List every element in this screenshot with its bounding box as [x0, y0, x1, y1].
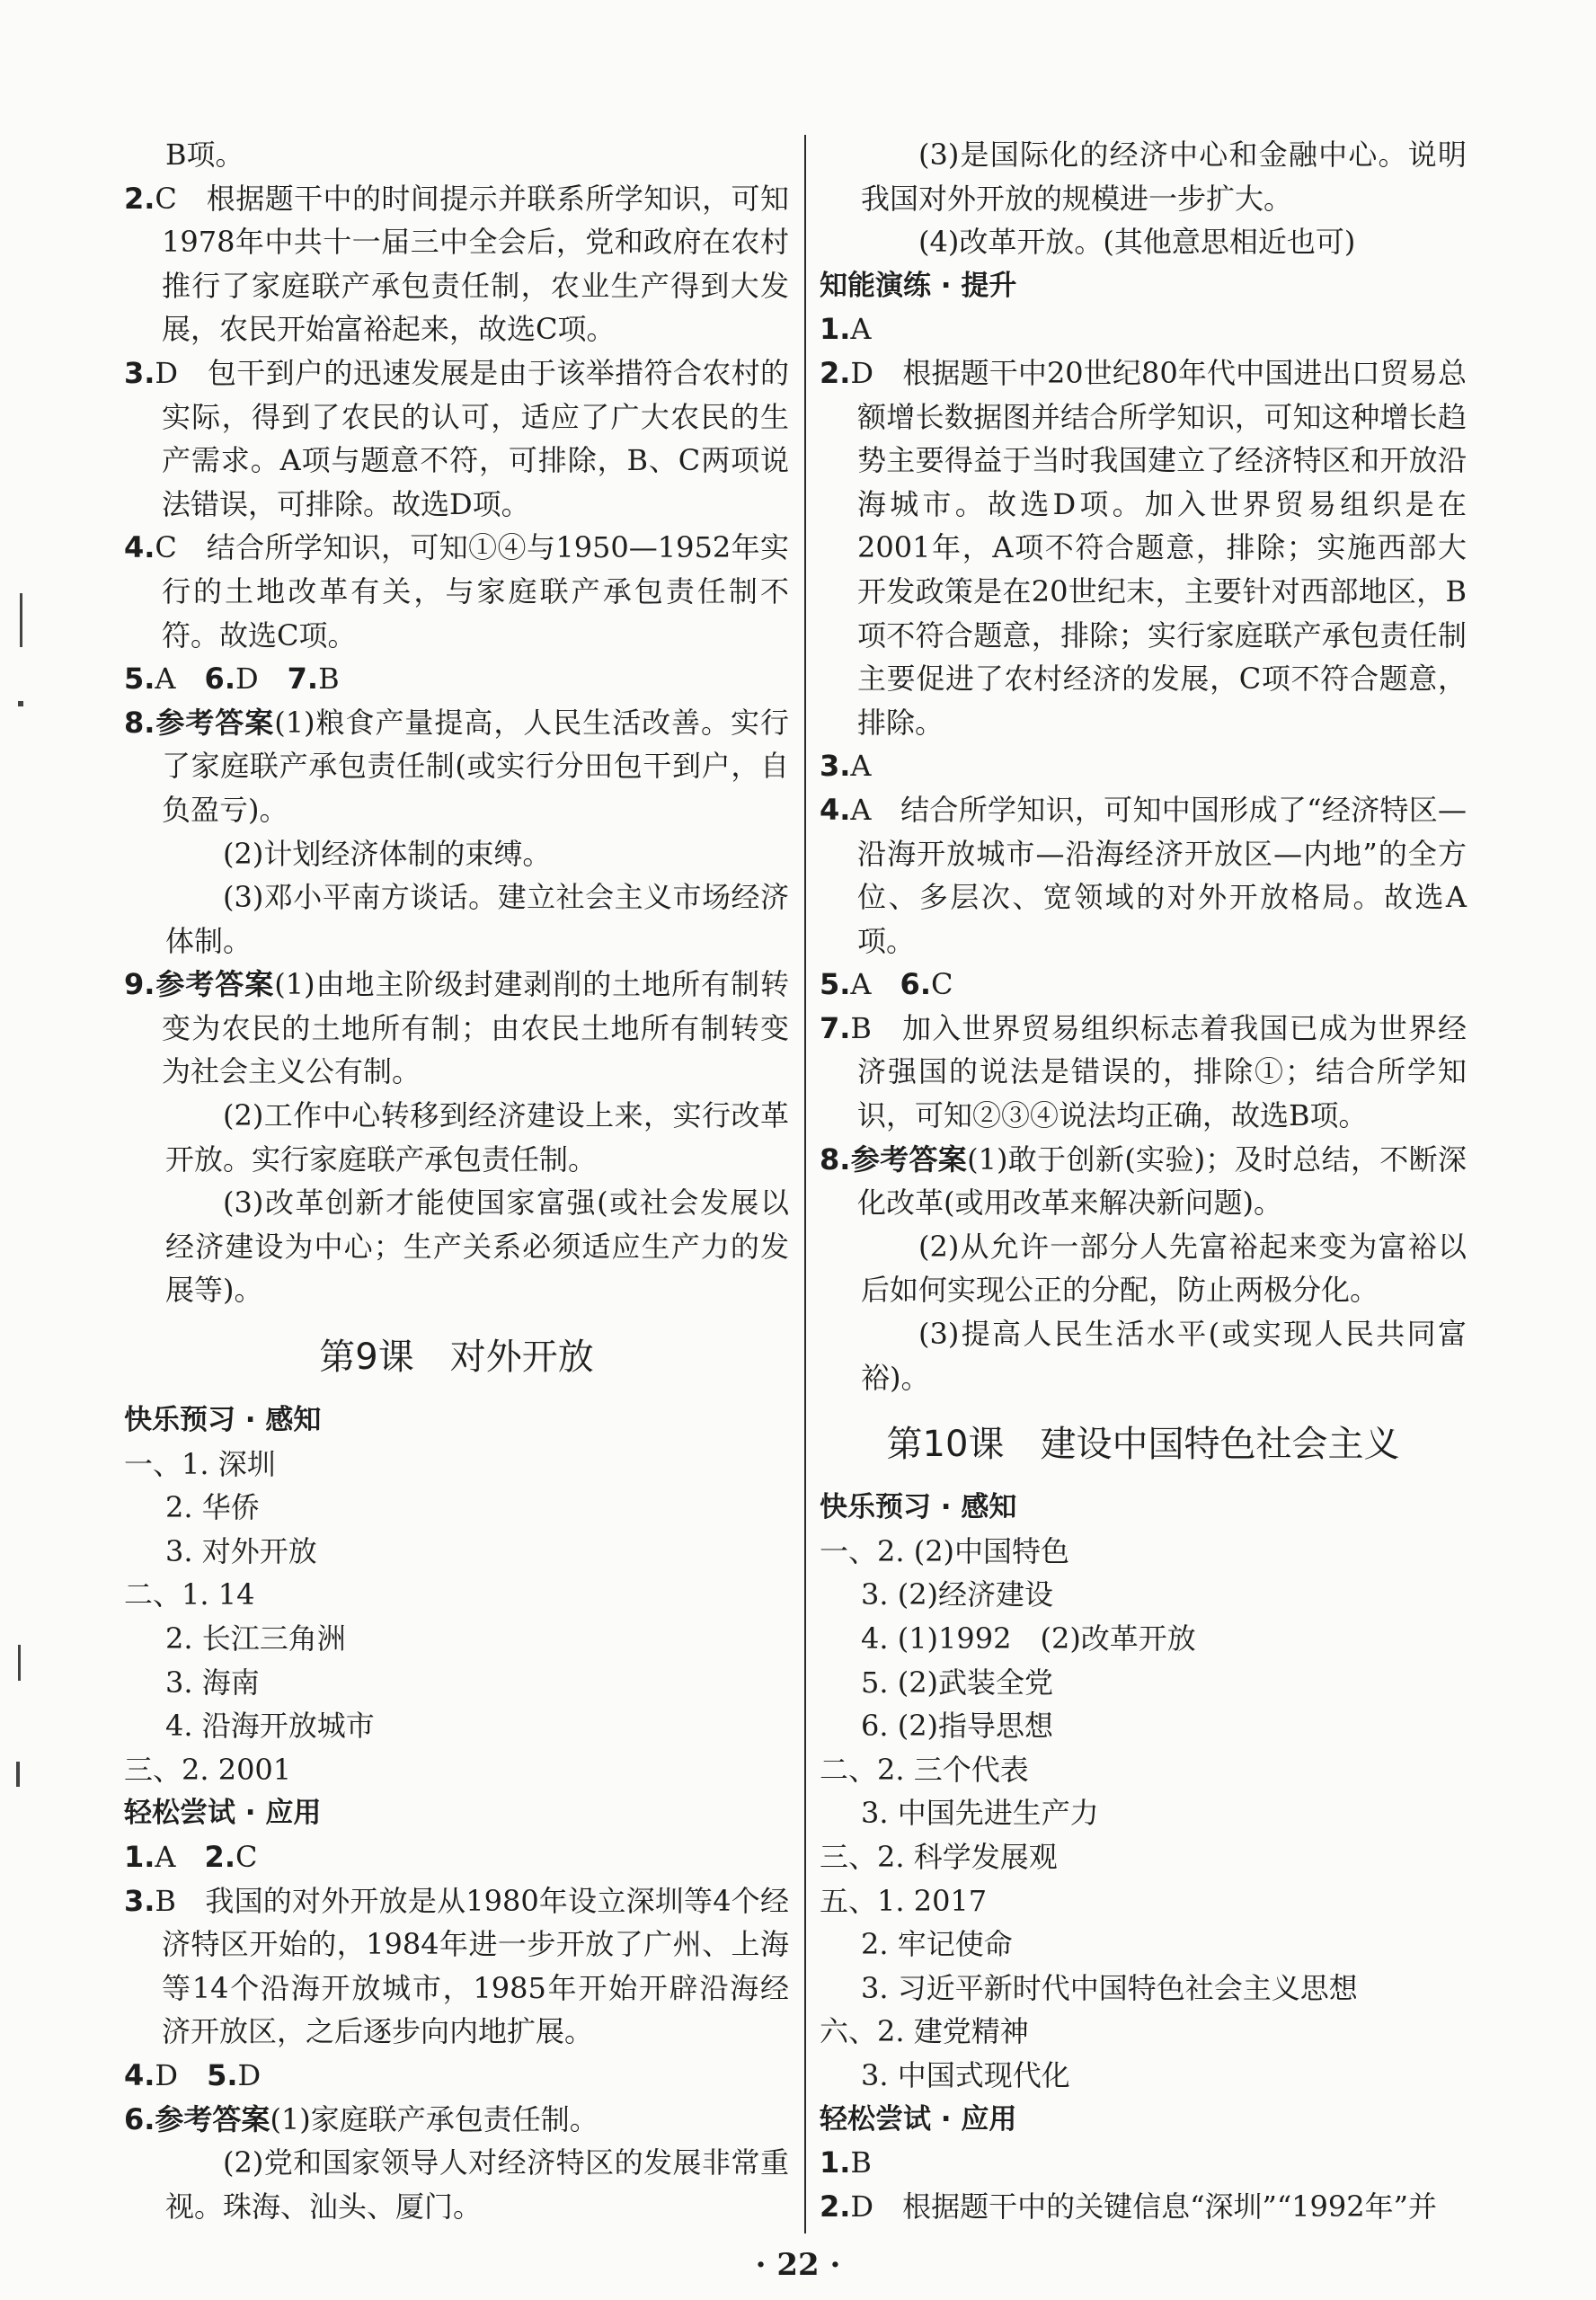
- answer-item: 3.D 包干到户的迅速发展是由于该举措符合农村的实际，得到了农民的认可，适应了广大农民的生产需求。A项与题意不符，可排除，B、C两项说法错误，可排除。故选D项。: [124, 355, 789, 521]
- answer-item: 3.B 我国的对外开放是从1980年设立深圳等4个经济特区开始的，1984年进一步开放了广州、上海等14个沿海开放城市，1985年开始开辟沿海经济开放区，之后逐步向内地扩展。: [124, 1883, 789, 2049]
- list-item: 3. (2)经济建设: [861, 1577, 1054, 1612]
- list-item: 三、2. 2001: [124, 1752, 292, 1787]
- scan-mark: [18, 1645, 21, 1681]
- answer-subpart: (2)党和国家领导人对经济特区的发展非常重视。珠海、汕头、厦门。: [165, 2145, 789, 2224]
- answer-continuation: B项。: [165, 138, 244, 172]
- list-item: 一、1. 深圳: [124, 1446, 276, 1481]
- left-column: [124, 133, 789, 2228]
- scan-mark: [16, 1762, 20, 1787]
- answer-item: 7.B 加入世界贸易组织标志着我国已成为世界经济强国的说法是错误的，排除①；结合所学知识，可知②③④说法均正确，故选B项。: [820, 1010, 1467, 1133]
- scan-mark: [20, 593, 22, 647]
- list-item: 3. 中国先进生产力: [861, 1796, 1099, 1831]
- list-item: 二、2. 三个代表: [820, 1752, 1029, 1787]
- section-heading: 轻松尝试 · 应用: [124, 1797, 322, 1830]
- list-item: 五、1. 2017: [820, 1883, 988, 1918]
- section-heading: 知能演练 · 提升: [820, 269, 1017, 302]
- list-item: 二、1. 14: [124, 1577, 255, 1612]
- answer-item: 1.B: [820, 2145, 872, 2180]
- list-item: 六、2. 建党精神: [820, 2014, 1029, 2049]
- list-item: 3. 习近平新时代中国特色社会主义思想: [861, 1970, 1358, 2005]
- list-item: 5. (2)武装全党: [861, 1665, 1054, 1700]
- section-heading: 轻松尝试 · 应用: [820, 2102, 1017, 2136]
- answer-subpart: (3)邓小平南方谈话。建立社会主义市场经济体制。: [165, 880, 789, 958]
- answer-item: 8.参考答案(1)粮食产量提高，人民生活改善。实行了家庭联产承包责任制(或实行分田包干到户，自负盈亏)。: [124, 705, 789, 827]
- list-item: 3. 海南: [165, 1665, 260, 1700]
- page-number: · 22 ·: [755, 2247, 841, 2283]
- answer-subpart: (3)提高人民生活水平(或实现人民共同富裕)。: [861, 1317, 1467, 1395]
- answer-subpart: (2)从允许一部分人先富裕起来变为富裕以后如何实现公正的分配，防止两极分化。: [861, 1229, 1467, 1308]
- right-column: [820, 133, 1467, 2228]
- answer-subpart: (3)是国际化的经济中心和金融中心。说明我国对外开放的规模进一步扩大。: [861, 138, 1467, 216]
- lesson-title: 第9课 对外开放: [319, 1336, 594, 1379]
- answer-item: 5.A 6.C: [820, 967, 953, 1002]
- answer-item: 3.A: [820, 749, 872, 784]
- column-divider: [804, 135, 806, 2233]
- answer-item: 4.D 5.D: [124, 2057, 262, 2092]
- list-item: 一、2. (2)中国特色: [820, 1533, 1070, 1568]
- list-item: 2. 长江三角洲: [165, 1621, 346, 1656]
- answer-item: 9.参考答案(1)由地主阶级封建剥削的土地所有制转变为农民的土地所有制；由农民土地所有制转变为社会主义公有制。: [124, 967, 789, 1089]
- list-item: 2. 华侨: [165, 1490, 260, 1525]
- list-item: 三、2. 科学发展观: [820, 1839, 1058, 1874]
- list-item: 3. 中国式现代化: [861, 2057, 1070, 2092]
- answer-item: 5.A 6.D 7.B: [124, 662, 340, 697]
- list-item: 4. (1)1992 (2)改革开放: [861, 1621, 1196, 1656]
- section-heading: 快乐预习 · 感知: [124, 1404, 322, 1437]
- answer-item: 6.参考答案(1)家庭联产承包责任制。: [124, 2101, 598, 2136]
- answer-item: 2.D 根据题干中20世纪80年代中国进出口贸易总额增长数据图并结合所学知识，可知这种增长趋势主要得益于当时我国建立了经济特区和开放沿海城市。故选D项。加入世界贸易组织是在2001年，A项不符合题意，排除；实施西部大开发政策是在20世纪末，主要针对西部地区，B项不符合题意，排除；实行家庭联产承包责任制主要促进了农村经济的发展，C项不符合题意，排除。: [820, 355, 1467, 740]
- answer-subpart: (2)工作中心转移到经济建设上来，实行改革开放。实行家庭联产承包责任制。: [165, 1098, 789, 1177]
- list-item: 6. (2)指导思想: [861, 1709, 1054, 1744]
- list-item: 2. 牢记使命: [861, 1927, 1013, 1962]
- answer-item: 1.A 2.C: [124, 1839, 258, 1874]
- answer-item: 4.A 结合所学知识，可知中国形成了“经济特区—沿海开放城市—沿海经济开放区—内地”的全方位、多层次、宽领域的对外开放格局。故选A项。: [820, 792, 1467, 958]
- answer-item: 1.A: [820, 312, 872, 347]
- answer-item: 8.参考答案(1)敢于创新(实验)；及时总结，不断深化改革(或用改革来解决新问题)。: [820, 1141, 1467, 1221]
- list-item: 3. 对外开放: [165, 1533, 317, 1568]
- answer-item: 2.C 根据题干中的时间提示并联系所学知识，可知1978年中共十一届三中全会后，党和政府在农村推行了家庭联产承包责任制，农业生产得到大发展，农民开始富裕起来，故选C项。: [124, 181, 789, 347]
- answer-subpart: (4)改革开放。(其他意思相近也可): [918, 225, 1356, 260]
- scan-mark: [18, 701, 23, 706]
- answer-subpart: (3)改革创新才能使国家富强(或社会发展以经济建设为中心；生产关系必须适应生产力的发展等)。: [165, 1186, 789, 1308]
- list-item: 4. 沿海开放城市: [165, 1709, 375, 1744]
- answer-item: 4.C 结合所学知识，可知①④与1950—1952年实行的土地改革有关，与家庭联产承包责任制不符。故选C项。: [124, 530, 789, 653]
- answer-subpart: (2)计划经济体制的束缚。: [223, 836, 552, 871]
- section-heading: 快乐预习 · 感知: [820, 1491, 1017, 1524]
- answer-item: 2.D 根据题干中的关键信息“深圳”“1992年”并: [820, 2189, 1437, 2224]
- lesson-title: 第10课 建设中国特色社会主义: [886, 1424, 1400, 1466]
